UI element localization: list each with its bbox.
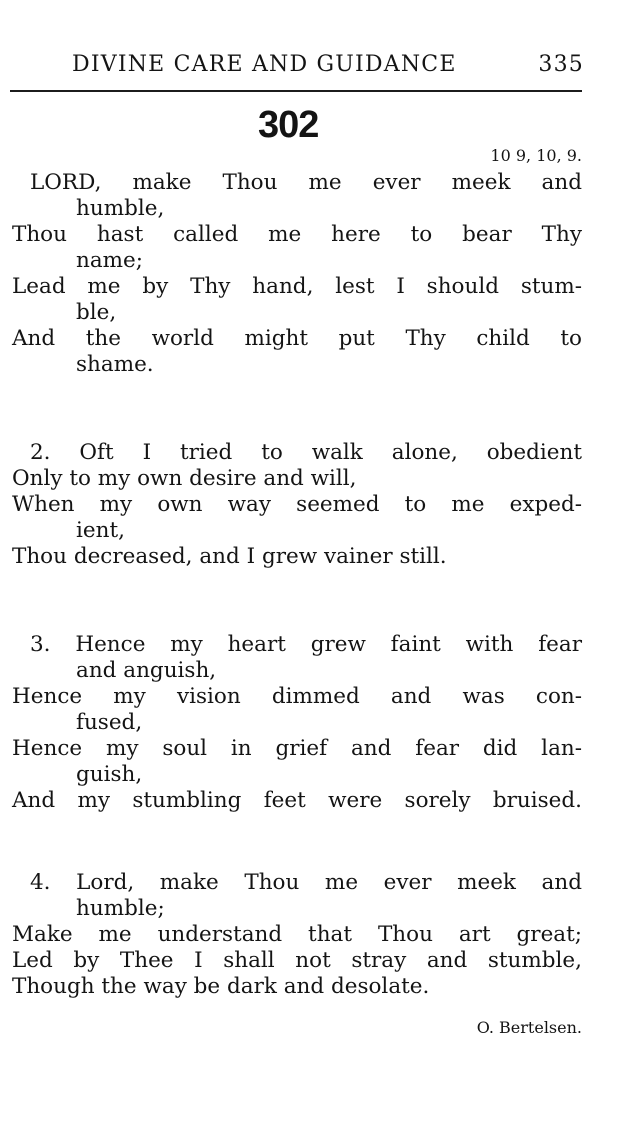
verse-line: Thou hast called me here to bear Thy: [12, 222, 582, 247]
verse-line: and anguish,: [76, 658, 217, 683]
verse-line: ient,: [76, 518, 125, 543]
verse-line: Hence my vision dimmed and was con-: [12, 684, 582, 709]
verse-line: Lead me by Thy hand, lest I should stum-: [12, 274, 582, 299]
verse-line: name;: [76, 248, 144, 273]
verse-line: Though the way be dark and desolate.: [12, 974, 430, 999]
verse-3: [12, 632, 582, 814]
running-title: DIVINE CARE AND GUIDANCE: [72, 52, 457, 77]
verse-line: 2. Oft I tried to walk alone, obedient: [30, 440, 582, 465]
verse-line: LORD, make Thou me ever meek and: [30, 170, 582, 195]
hymn-meter: 10 9, 10, 9.: [490, 146, 582, 165]
verse-line: humble;: [76, 896, 165, 921]
verse-line: ble,: [76, 300, 117, 325]
verse-line: shame.: [76, 352, 154, 377]
verse-line: And my stumbling feet were sorely bruised.: [12, 788, 582, 813]
page-number: 335: [538, 52, 584, 77]
verse-line: Thou decreased, and I grew vainer still.: [12, 544, 447, 569]
verse-line: And the world might put Thy child to: [12, 326, 582, 351]
verse-line: Only to my own desire and will,: [12, 466, 357, 491]
verse-line: 3. Hence my heart grew faint with fear: [30, 632, 582, 657]
verse-line: When my own way seemed to me exped-: [12, 492, 582, 517]
hymn-author: O. Bertelsen.: [476, 1018, 582, 1037]
verse-4: [12, 870, 582, 1000]
verse-2: [12, 440, 582, 570]
hymn-number: 302: [258, 104, 319, 146]
verse-line: guish,: [76, 762, 143, 787]
running-head: [72, 52, 584, 77]
header-rule: [10, 90, 582, 92]
verse-line: humble,: [76, 196, 165, 221]
verse-line: Hence my soul in grief and fear did lan-: [12, 736, 582, 761]
verse-line: Led by Thee I shall not stray and stumble,: [12, 948, 582, 973]
verse-line: Make me understand that Thou art great;: [12, 922, 582, 947]
verse-line: fused,: [76, 710, 143, 735]
verse-line: 4. Lord, make Thou me ever meek and: [30, 870, 582, 895]
verse-1: [12, 170, 582, 378]
